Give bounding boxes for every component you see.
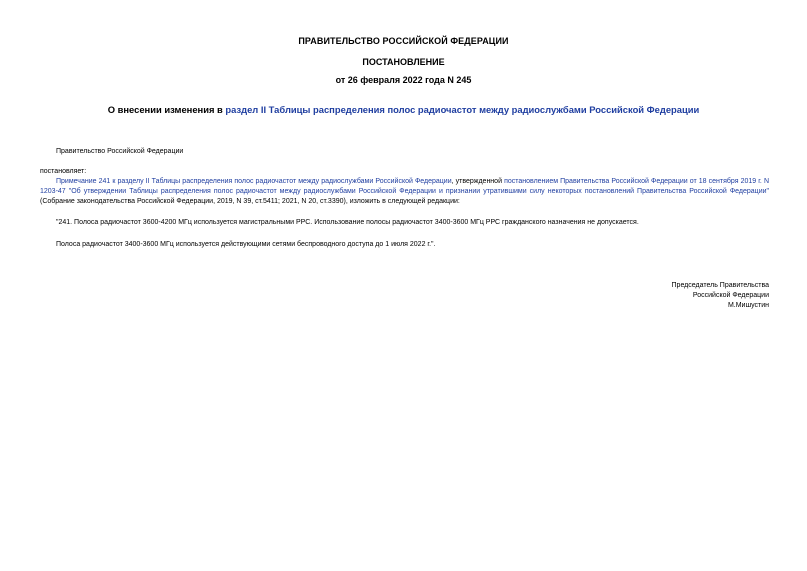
note-241-link[interactable]: Примечание 241 к разделу II Таблицы распределения полос радиочастот между радиослужбами Российской Федерации — [56, 178, 452, 185]
signature-title: Председатель Правительства — [671, 282, 769, 289]
paragraph-text-1: , утвержденной — [451, 178, 505, 185]
signature-name: М.Мишустин — [727, 302, 769, 309]
government-heading: ПРАВИТЕЛЬСТВО РОССИЙСКОЙ ФЕДЕРАЦИИ — [298, 36, 509, 46]
quote-paragraph-2: Полоса радиочастот 3400-3600 МГц используется действующими сетями беспроводного доступа до 1 июля 2022 г.". — [56, 241, 436, 248]
document-title — [0, 104, 807, 115]
decree-1203-link[interactable]: постановлением Правительства Российской Федерации от 18 сентября 2019 г. N 1203-47 "Об утверждении Таблицы распределения полос радиочастот между радиослужбами Российской Федерации и признании утратившими силу некоторых постановлений Правительства Российской Федерации" — [40, 178, 770, 195]
date-number-heading: от 26 февраля 2022 года N 245 — [335, 75, 472, 85]
title-section-link[interactable]: раздел II Таблицы распределения полос радиочастот между радиослужбами Российской Федерации — [225, 104, 700, 115]
signature-organization: Российской Федерации — [692, 292, 769, 299]
title-text: О внесении изменения в — [107, 104, 226, 115]
government-line: Правительство Российской Федерации — [56, 148, 184, 155]
signature-block — [672, 281, 769, 311]
main-paragraph — [40, 177, 769, 207]
quote-paragraph-1: "241. Полоса радиочастот 3600-4200 МГц используется магистральными РРС. Использование полосы радиочастот 3400-3600 МГц РРС гражданского назначения не допускается. — [56, 219, 639, 226]
paragraph-text-2: (Собрание законодательства Российской Федерации, 2019, N 39, ст.5411; 2021, N 20, ст.3390), изложить в следующей редакции: — [40, 198, 460, 205]
document-type-heading: ПОСТАНОВЛЕНИЕ — [362, 57, 445, 67]
decrees-line: постановляет: — [40, 168, 87, 175]
